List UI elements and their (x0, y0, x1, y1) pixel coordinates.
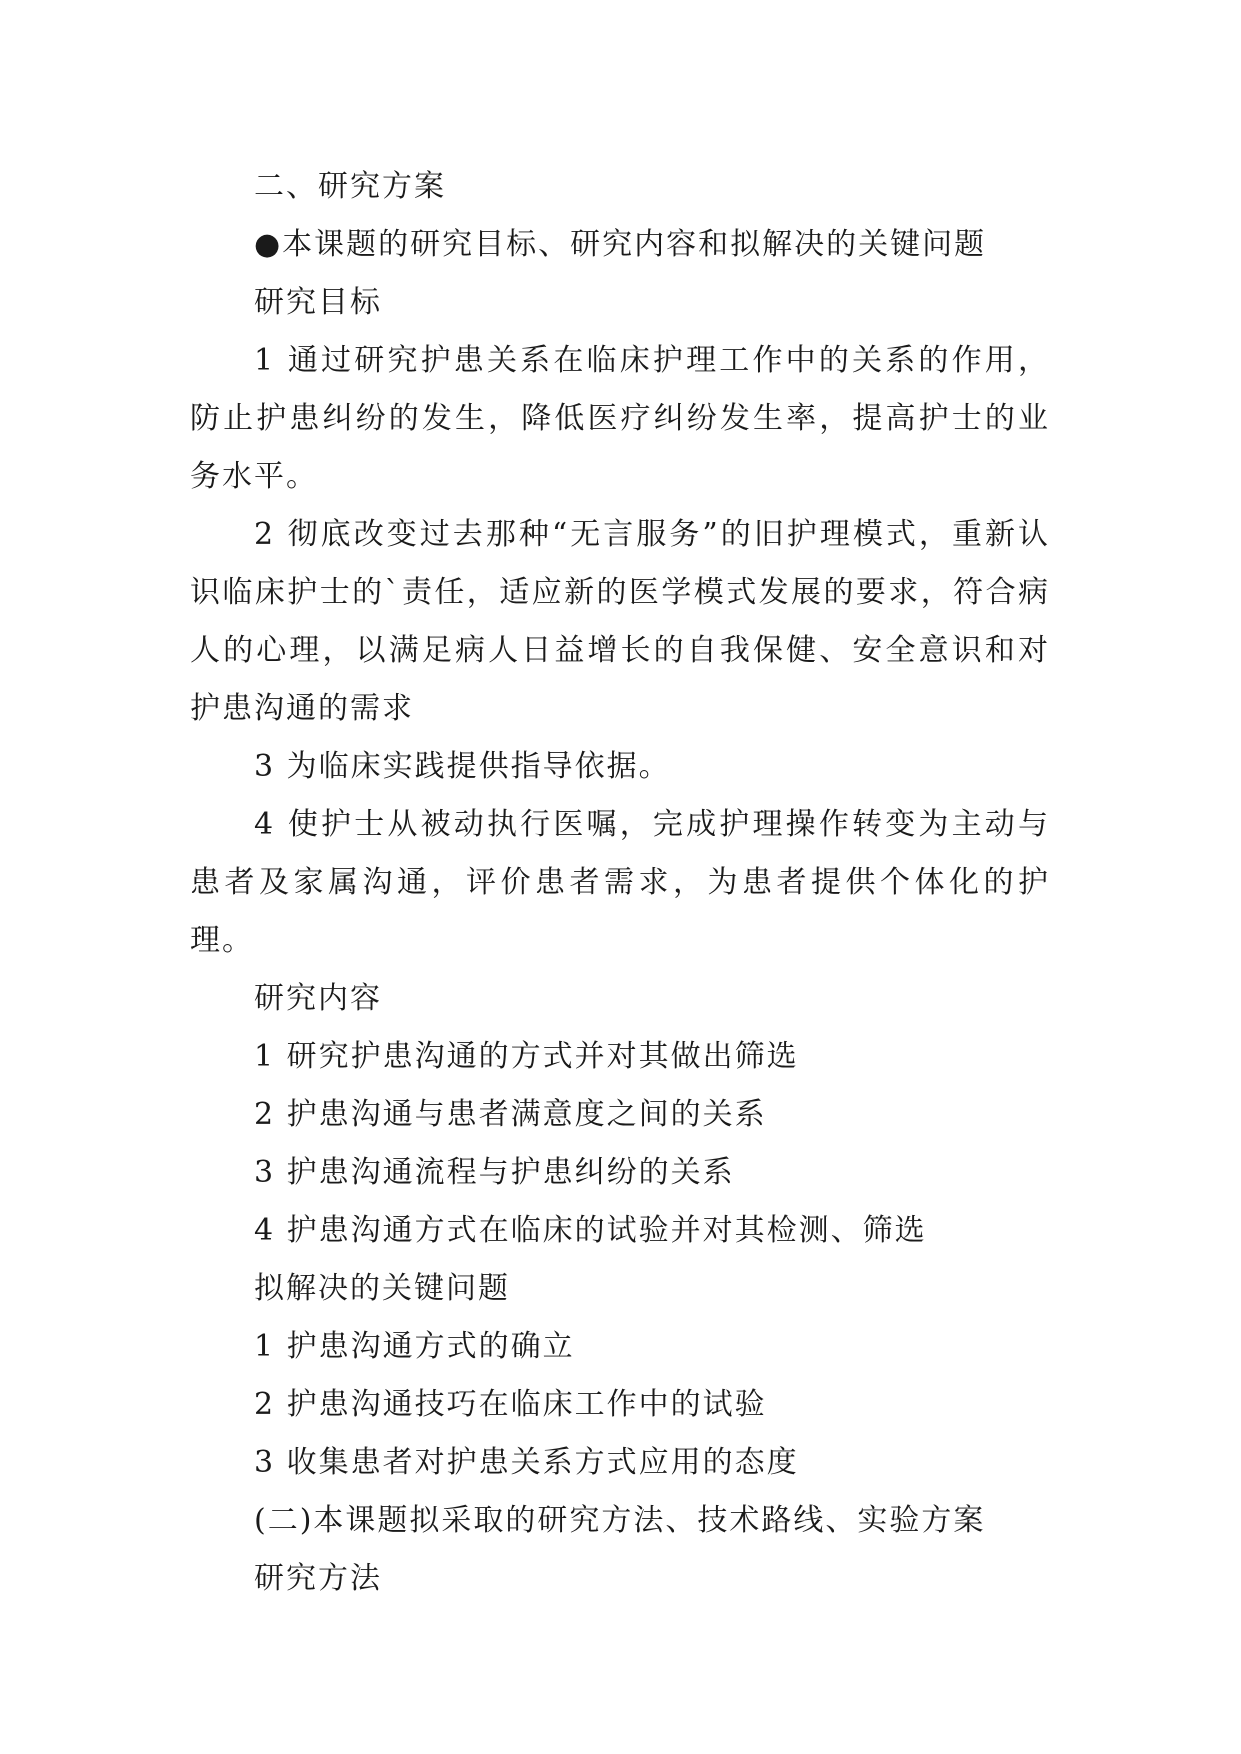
goal-paragraph: 1 通过研究护患关系在临床护理工作中的关系的作用，防止护患纠纷的发生，降低医疗纠纷发生率，提高护士的业务水平。 (190, 343, 1050, 494)
key-issues-heading: 拟解决的关键问题 (254, 1271, 510, 1306)
bullet-heading: ●本课题的研究目标、研究内容和拟解决的关键问题 (254, 227, 987, 262)
content-item: 4 护患沟通方式在临床的试验并对其检测、筛选 (254, 1213, 927, 1248)
key-issue-item: 3 收集患者对护患关系方式应用的态度 (254, 1445, 799, 1480)
key-issue-item: 2 护患沟通技巧在临床工作中的试验 (254, 1387, 767, 1422)
goal-paragraph: 2 彻底改变过去那种“无言服务”的旧护理模式，重新认识临床护士的`责任，适应新的医学模式发展的要求，符合病人的心理，以满足病人日益增长的自我保健、安全意识和对护患沟通的需求 (190, 517, 1050, 726)
goals-heading: 研究目标 (254, 285, 382, 320)
content-item: 3 护患沟通流程与护患纠纷的关系 (254, 1155, 735, 1190)
key-issue-item: 1 护患沟通方式的确立 (254, 1329, 575, 1364)
goal-paragraph: 3 为临床实践提供指导依据。 (254, 749, 671, 784)
methods-heading: 研究方法 (254, 1561, 382, 1596)
content-heading: 研究内容 (254, 981, 382, 1016)
content-item: 1 研究护患沟通的方式并对其做出筛选 (254, 1039, 799, 1074)
section-title: 二、研究方案 (254, 169, 446, 204)
document-body (190, 158, 1050, 1608)
content-item: 2 护患沟通与患者满意度之间的关系 (254, 1097, 767, 1132)
goal-paragraph: 4 使护士从被动执行医嘱，完成护理操作转变为主动与患者及家属沟通，评价患者需求，为患者提供个体化的护理。 (190, 807, 1050, 958)
methods-section-heading: (二)本课题拟采取的研究方法、技术路线、实验方案 (254, 1503, 986, 1538)
